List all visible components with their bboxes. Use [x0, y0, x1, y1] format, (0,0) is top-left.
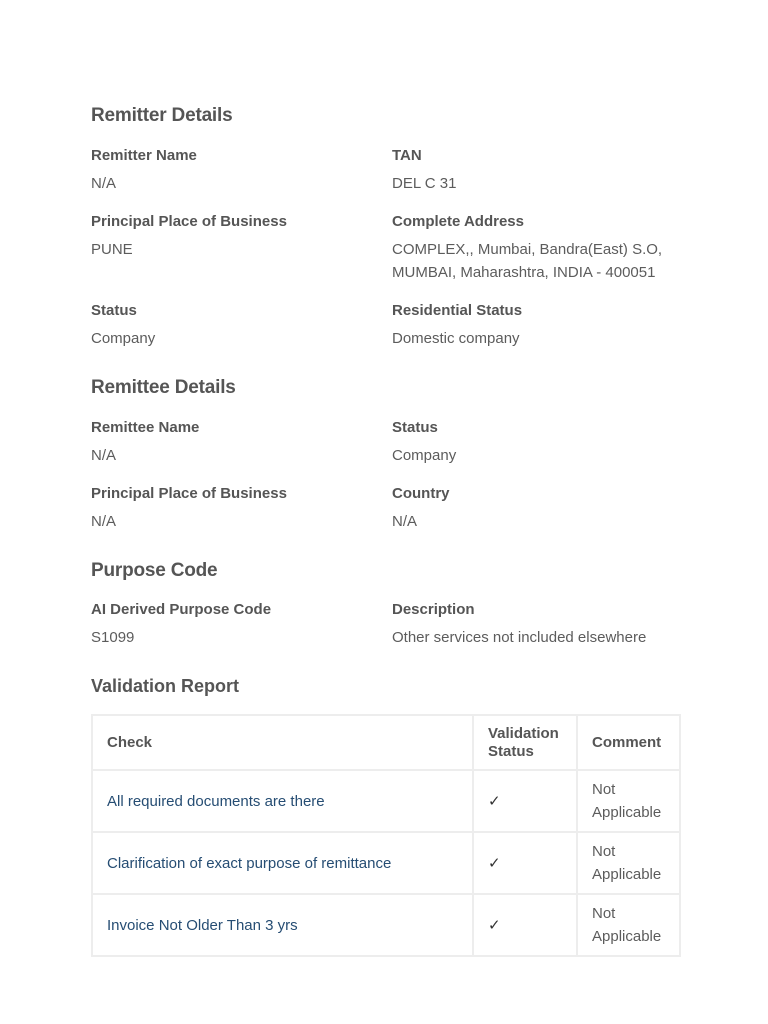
purpose-section-title: Purpose Code: [91, 560, 218, 581]
comment-line2: Applicable: [592, 804, 662, 821]
column-header-comment: Comment: [577, 715, 680, 770]
remittee-ppob-value: N/A: [91, 513, 117, 530]
purpose-code-label: AI Derived Purpose Code: [91, 601, 272, 618]
remitter-ppob-label: Principal Place of Business: [91, 213, 287, 230]
residential-status-value: Domestic company: [392, 330, 520, 347]
remitter-name-value: N/A: [91, 175, 117, 192]
remittee-name-label: Remittee Name: [91, 419, 200, 436]
column-header-check: Check: [92, 715, 473, 770]
remitter-section-title: Remitter Details: [91, 105, 233, 126]
tan-label: TAN: [392, 147, 422, 164]
comment-line1: Not: [592, 905, 616, 922]
country-value: N/A: [392, 513, 418, 530]
remittee-ppob-label: Principal Place of Business: [91, 485, 287, 502]
table-row: [92, 770, 680, 832]
comment-cell: [577, 894, 680, 956]
remittee-section-title: Remittee Details: [91, 377, 236, 398]
check-mark-icon: ✓: [473, 894, 577, 956]
complete-address-line2: MUMBAI, Maharashtra, INDIA - 400051: [392, 264, 656, 281]
description-value: Other services not included elsewhere: [392, 629, 647, 646]
validation-report-table: [91, 714, 681, 957]
check-cell: Invoice Not Older Than 3 yrs: [92, 894, 473, 956]
remittee-name-value: N/A: [91, 447, 117, 464]
table-row: [92, 832, 680, 894]
remitter-name-label: Remitter Name: [91, 147, 197, 164]
check-cell: Clarification of exact purpose of remittance: [92, 832, 473, 894]
country-label: Country: [392, 485, 450, 502]
tan-value: DEL C 31: [392, 175, 457, 192]
column-header-validation-status-line2: Status: [488, 742, 534, 760]
comment-cell: [577, 832, 680, 894]
comment-cell: [577, 770, 680, 832]
residential-status-label: Residential Status: [392, 302, 523, 319]
check-cell: All required documents are there: [92, 770, 473, 832]
remittee-status-value: Company: [392, 447, 457, 464]
remitter-status-label: Status: [91, 302, 137, 319]
complete-address-label: Complete Address: [392, 213, 524, 230]
comment-line1: Not: [592, 781, 616, 798]
remitter-status-value: Company: [91, 330, 156, 347]
table-row: [92, 894, 680, 956]
comment-line2: Applicable: [592, 866, 662, 883]
check-mark-icon: ✓: [473, 832, 577, 894]
description-label: Description: [392, 601, 475, 618]
comment-line2: Applicable: [592, 928, 662, 945]
complete-address-line1: COMPLEX,, Mumbai, Bandra(East) S.O,: [392, 241, 663, 258]
report-content: [91, 0, 679, 945]
purpose-code-value: S1099: [91, 629, 135, 646]
table-header-row: [92, 715, 680, 770]
remitter-ppob-value: PUNE: [91, 241, 133, 258]
column-header-validation-status-line1: Validation: [488, 724, 559, 742]
validation-report-title: Validation Report: [91, 676, 240, 696]
column-header-validation-status: [473, 715, 577, 770]
check-mark-icon: ✓: [473, 770, 577, 832]
comment-line1: Not: [592, 843, 616, 860]
remittee-status-label: Status: [392, 419, 438, 436]
